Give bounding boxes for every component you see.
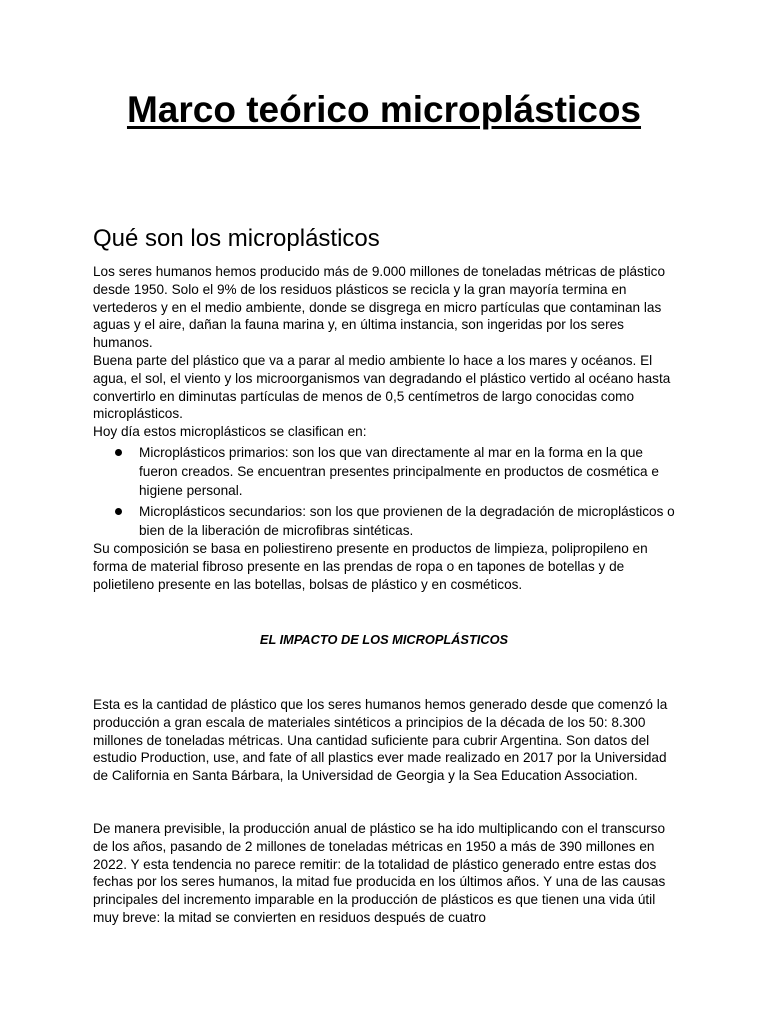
section-body-que-son <box>93 263 683 593</box>
list-item <box>93 443 683 500</box>
list-item-text: Microplásticos secundarios: son los que provienen de la degradación de microplásticos o bien de la liberación de microfibras sintéticas. <box>139 503 675 538</box>
bullet-icon <box>115 508 122 515</box>
bullet-icon <box>115 449 122 456</box>
paragraph: Los seres humanos hemos producido más de 9.000 millones de toneladas métricas de plástico desde 1950. Solo el 9% de los residuos plásticos se recicla y la gran mayoría termina en vertederos y en el medio ambiente, donde se disgrega en micro partículas que contaminan las aguas y el aire, dañan la fauna marina y, en última instancia, son ingeridas por los seres humanos. <box>93 264 666 351</box>
section-heading-impacto: EL IMPACTO DE LOS MICROPLÁSTICOS <box>259 632 509 647</box>
document-title: Marco teórico microplásticos <box>126 89 642 130</box>
section-body-impacto-2 <box>93 820 683 927</box>
list-item-text: Microplásticos primarios: son los que van directamente al mar en la forma en la que fueron creados. Se encuentran presentes principalmente en productos de cosmética e higiene personal. <box>139 444 659 498</box>
paragraph: Esta es la cantidad de plástico que los seres humanos hemos generado desde que comenzó la producción a gran escala de materiales sintéticos a principios de la década de los 50: 8.300 millones de toneladas métricas. Una cantidad suficiente para cubrir Argentina. Son datos del estudio Production, use, and fate of all plastics ever made realizado en 2017 por la Universidad de California en Santa Bárbara, la Universidad de Georgia y la Sea Education Association. <box>93 697 668 784</box>
paragraph: Hoy día estos microplásticos se clasifican en: <box>93 424 367 440</box>
paragraph: De manera previsible, la producción anual de plástico se ha ido multiplicando con el transcurso de los años, pasando de 2 millones de toneladas métricas en 1950 a más de 390 millones en 2022. Y esta tendencia no parece remitir: de la totalidad de plástico generado entre estas dos fechas por los seres humanos, la mitad fue producida en los últimos años. Y una de las causas principales del incremento imparable en la producción de plásticos es que tienen una vida útil muy breve: la mitad se convierten en residuos después de cuatro <box>93 821 666 925</box>
paragraph: Su composición se basa en poliestireno presente en productos de limpieza, polipropileno en forma de material fibroso presente en las prendas de ropa o en tapones de botellas y de polietileno presente en las botellas, bolsas de plástico y en cosméticos. <box>93 540 648 592</box>
bullet-list <box>93 443 683 540</box>
list-item <box>93 502 683 540</box>
section-heading-que-son: Qué son los microplásticos <box>93 225 380 252</box>
section-body-impacto-1 <box>93 696 683 785</box>
paragraph: Buena parte del plástico que va a parar al medio ambiente lo hace a los mares y océanos. El agua, el sol, el viento y los microorganismos van degradando el plástico vertido al océano hasta convertirlo en diminutas partículas de menos de 0,5 centímetros de largo conocidas como microplásticos. <box>93 352 671 422</box>
